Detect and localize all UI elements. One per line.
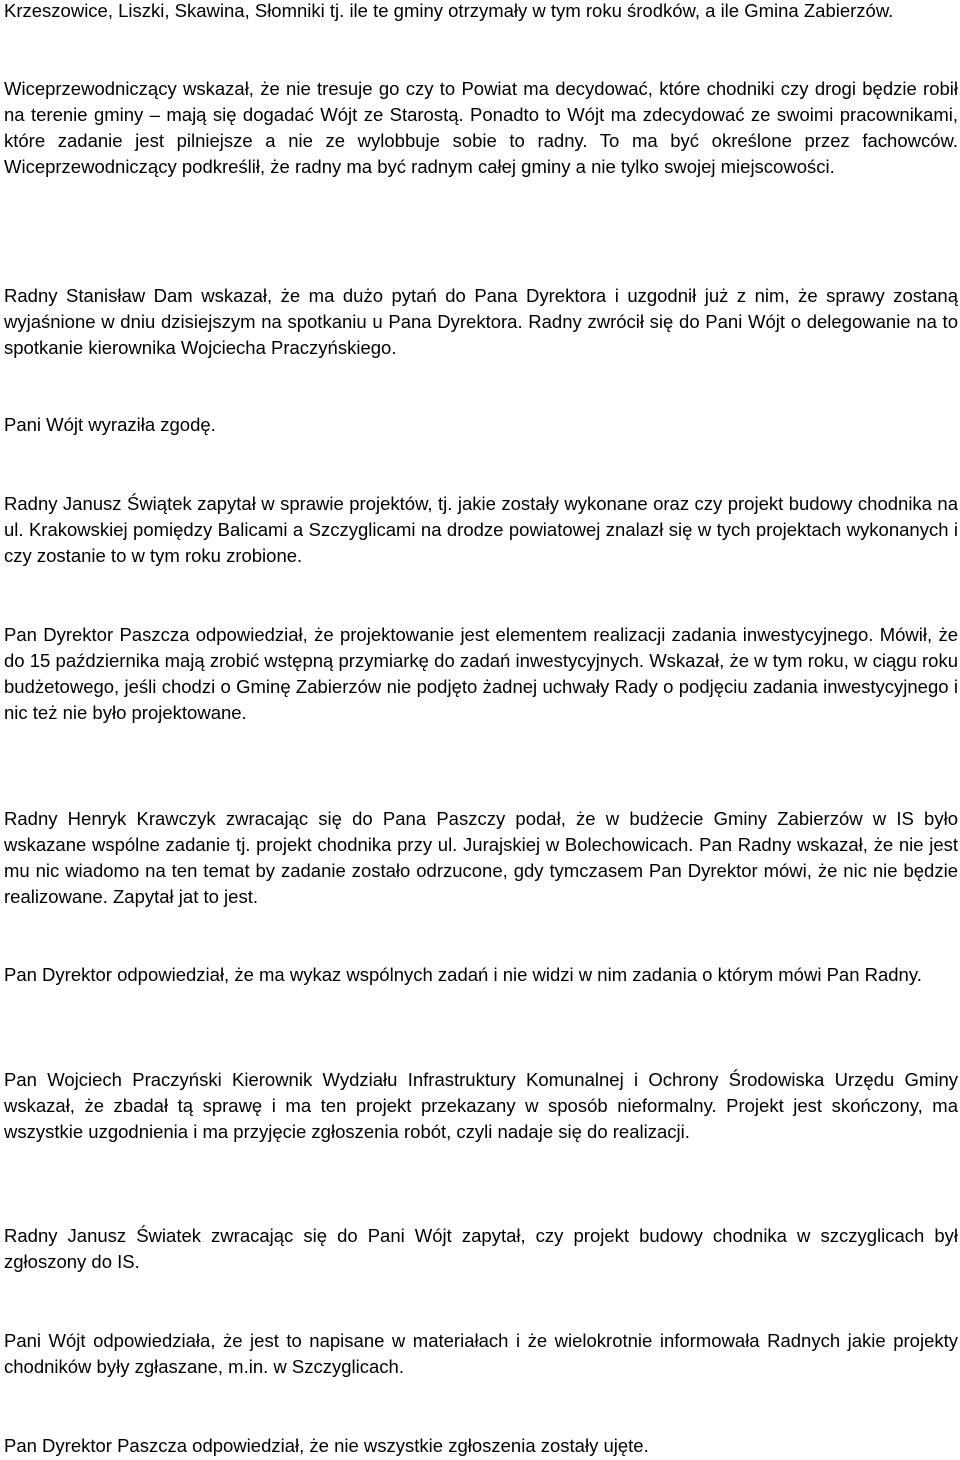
paragraph-11: Pani Wójt odpowiedziała, że jest to napisane w materiałach i że wielokrotnie informowała Radnych jakie projekty chodników były zgłaszane, m.in. w Szczyglicach. xyxy=(4,1330,958,1377)
paragraph-12: Pan Dyrektor Paszcza odpowiedział, że nie wszystkie zgłoszenia zostały ujęte. xyxy=(4,1435,649,1456)
paragraph-4: Pani Wójt wyraziła zgodę. xyxy=(4,414,216,435)
paragraph-3: Radny Stanisław Dam wskazał, że ma dużo pytań do Pana Dyrektora i uzgodnił już z nim, że sprawy zostaną wyjaśnione w dniu dzisiejszym na spotkaniu u Pana Dyrektora. Radny zwrócił się do Pani Wójt o delegowanie na to spotkanie kierownika Wojciecha Praczyńskiego. xyxy=(4,285,958,358)
paragraph-10: Radny Janusz Światek zwracając się do Pani Wójt zapytał, czy projekt budowy chodnika w szczyglicach był zgłoszony do IS. xyxy=(4,1225,958,1272)
paragraph-8: Pan Dyrektor odpowiedział, że ma wykaz wspólnych zadań i nie widzi w nim zadania o którym mówi Pan Radny. xyxy=(4,964,922,985)
paragraph-6: Pan Dyrektor Paszcza odpowiedział, że projektowanie jest elementem realizacji zadania inwestycyjnego. Mówił, że do 15 października mają zrobić wstępną przymiarkę do zadań inwestycyjnych. Wskazał, że w tym roku, w ciągu roku budżetowego, jeśli chodzi o Gminę Zabierzów nie podjęto żadnej uchwały Rady o podjęciu zadania inwestycyjnego i nic też nie było projektowane. xyxy=(4,624,958,723)
paragraph-7: Radny Henryk Krawczyk zwracając się do Pana Paszczy podał, że w budżecie Gminy Zabierzów w IS było wskazane wspólne zadanie tj. projekt chodnika przy ul. Jurajskiej w Bolechowicach. Pan Radny wskazał, że nie jest mu nic wiadomo na ten temat by zadanie zostało odrzucone, gdy tymczasem Pan Dyrektor mówi, że nic nie będzie realizowane. Zapytał jat to jest. xyxy=(4,808,958,907)
paragraph-2: Wiceprzewodniczący wskazał, że nie tresuje go czy to Powiat ma decydować, które chodniki czy drogi będzie robił na terenie gminy – mają się dogadać Wójt ze Starostą. Ponadto to Wójt ma zdecydować ze swoimi pracownikami, które zadanie jest pilniejsze a nie ze wylobbuje sobie to radny. To ma być określone przez fachowców. Wiceprzewodniczący podkreślił, że radny ma być radnym całej gminy a nie tylko swojej miejscowości. xyxy=(4,78,958,177)
paragraph-1: Krzeszowice, Liszki, Skawina, Słomniki tj. ile te gminy otrzymały w tym roku środków, a ile Gmina Zabierzów. xyxy=(4,0,894,21)
paragraph-9: Pan Wojciech Praczyński Kierownik Wydziału Infrastruktury Komunalnej i Ochrony Środowiska Urzędu Gminy wskazał, że zbadał tą sprawę i ma ten projekt przekazany w sposób nieformalny. Projekt jest skończony, ma wszystkie uzgodnienia i ma przyjęcie zgłoszenia robót, czyli nadaje się do realizacji. xyxy=(4,1069,958,1142)
paragraph-5: Radny Janusz Świątek zapytał w sprawie projektów, tj. jakie zostały wykonane oraz czy projekt budowy chodnika na ul. Krakowskiej pomiędzy Balicami a Szczyglicami na drodze powiatowej znalazł się w tych projektach wykonanych i czy zostanie to w tym roku zrobione. xyxy=(4,493,958,566)
